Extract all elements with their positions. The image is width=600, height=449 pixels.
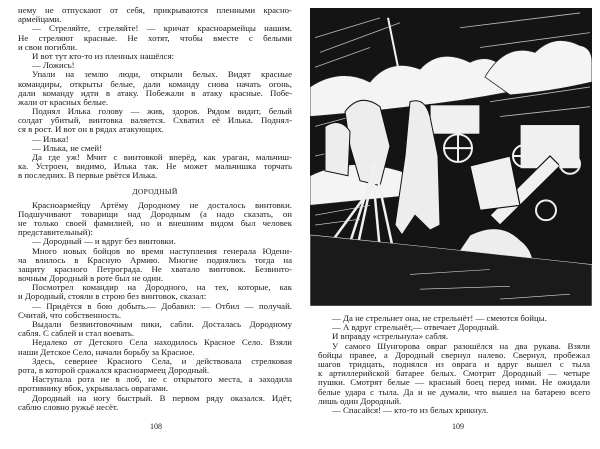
text-line: не только своей фамилией, но и внешним видом был человек [18,217,292,228]
text-line: и Дородный, стояли в строю без винтовок, сказал: [18,291,207,302]
text-line: — Ложись! [32,60,75,71]
text-line: Дородный на ногу быстрый. В первом ряду оказался. Идёт, [32,392,292,403]
text-line: Упали на землю люди, открыли белых. Видят красные [32,69,292,80]
text-line: У самого Шунгорова овраг разошёлся на два рукава. Взяли [332,340,590,351]
text-line: Наступала рота не в лоб, не с открытого места, а заходила [32,374,292,385]
chapter-heading: ДОРОДНЫЙ [132,186,178,196]
text-line: бойцы правее, а Дородный свернул налево. Свернул, пробежал [318,349,590,360]
text-line: ся в рост. И вот он в рядах атакующих. [18,124,164,135]
page-number-left: 108 [150,422,162,431]
text-line: Подшучивают товарищи над Дородным (а надо сказать, он [18,208,292,219]
text-line: — Спасайся! — кто-то из белых крикнул. [332,404,489,415]
text-line: дали команду идти в атаку. Побежали в атаку красные. Побе- [18,87,292,98]
text-line: — Дородный — и вдруг без винтовки. [32,236,176,247]
text-line: рота, в которой сражался красноармеец Дородный. [18,364,210,375]
paragraph [18,6,292,24]
text-line: — Илька! [32,133,69,144]
paragraph [18,357,292,375]
text-line: — Стреляйте, стреляйте! — кричат красноармейцы нашим. [32,23,292,34]
text-line: саблю словно ружьё несёт. [18,401,119,412]
battle-illustration [310,8,592,306]
text-line: — А вдруг стрельнёт,— отвечает Дородный. [332,322,500,333]
paragraph [18,320,292,338]
text-line: вочным Дородный в роте был не один. [18,273,164,284]
text-line: Красноармейцу Артёму Дородному не досталось винтовки. [32,199,292,210]
text-line: шагов тридцать, поднялся из оврага и вдруг вышел с тыла [318,358,590,369]
text-line: противнику вбок, укрывалась оврагами. [18,383,169,394]
paragraph [18,283,292,301]
text-line: ка. Устроен, видимо, Илька так. Не может мальчишка торчать [18,161,292,172]
text-line: командиры, открыты белые, дали команду снова начать огонь, [18,78,292,89]
paragraph [18,302,292,320]
text-line: И вправду «стрельнула» сабля. [332,331,449,342]
text-line: к артиллерийской батарее белых. Смотрит Дородный — четыре [318,368,590,379]
text-line: Считай, что собственность. [18,309,122,320]
paragraph [18,24,292,52]
text-line: армейцами. [18,14,62,25]
text-line: — Илька, не смей! [32,142,103,153]
text-line: солдат убитый, винтовка валяется. Схватил её Илька. Поднял- [18,115,292,126]
paragraph [18,394,292,412]
text-line: в последних. В первые рвётся Илька. [18,170,158,181]
text-line: пушки. Смотрят белые — красный боец перед ними. Не ожидали [318,377,590,388]
left-page-text [18,6,292,412]
text-line: — Да не стрельнет она, не стрельнёт! — смеются бойцы. [332,313,547,323]
text-line: защиту красного Петрограда. Не хватало винтовок. Безвинто- [18,263,292,274]
paragraph [18,338,292,356]
text-line: белые удара с тыла. Да и не думали, что вышел на батарею всего [318,386,590,397]
text-line: лишь один Дородный. [318,395,402,406]
text-line: И вот тут кто-то из пленных нашёлся: [32,50,175,61]
page-number-right: 109 [452,422,464,431]
text-line: Здесь, севернее Красного Села, и действовала стрелковая [32,355,292,366]
text-line: нему не отпускают от себя, прикрываются пленными красно- [18,5,292,15]
text-line: жали от красных белые. [18,96,109,107]
text-line: Выдали безвинтовочным пики, сабли. Досталась Дородному [32,319,292,329]
paragraph [18,70,292,107]
text-line: Много новых бойцов во время наступления генерала Юдени- [32,245,292,256]
text-line: Не стреляют красные. Не хотят, чтобы вместе с белыми [18,32,292,43]
paragraph [18,201,292,238]
text-line: Да где уж! Мчит с винтовкой вперёд, как ураган, мальчиш- [32,152,292,162]
text-line: Поднял Илька голову — жив, здоров. Рядом видит, белый [32,106,292,117]
text-line: наши Детское Село, начали борьбу за Красное. [18,346,195,357]
text-line: Недалеко от Детского Села находилось Красное Село. Взяли [32,337,292,348]
paragraph [18,107,292,135]
paragraph [18,247,292,284]
text-line: сабля. С саблей и стал воевать. [18,328,135,339]
paragraph [318,406,590,415]
text-line: ча влилось в Красную Армию. Многие поднялись тогда на [18,254,292,265]
text-line: и свои погибли. [18,41,78,52]
paragraph [18,153,292,181]
paragraph [318,342,590,406]
text-line: — Придётся в бою добыть.— Добавил: — Отбил — получай. [32,300,292,311]
text-line: Посмотрел командир на Дородного, на тех, которые, как [32,282,292,293]
right-page-text [318,314,590,415]
paragraph [18,375,292,393]
text-line: представительный): [18,227,93,238]
